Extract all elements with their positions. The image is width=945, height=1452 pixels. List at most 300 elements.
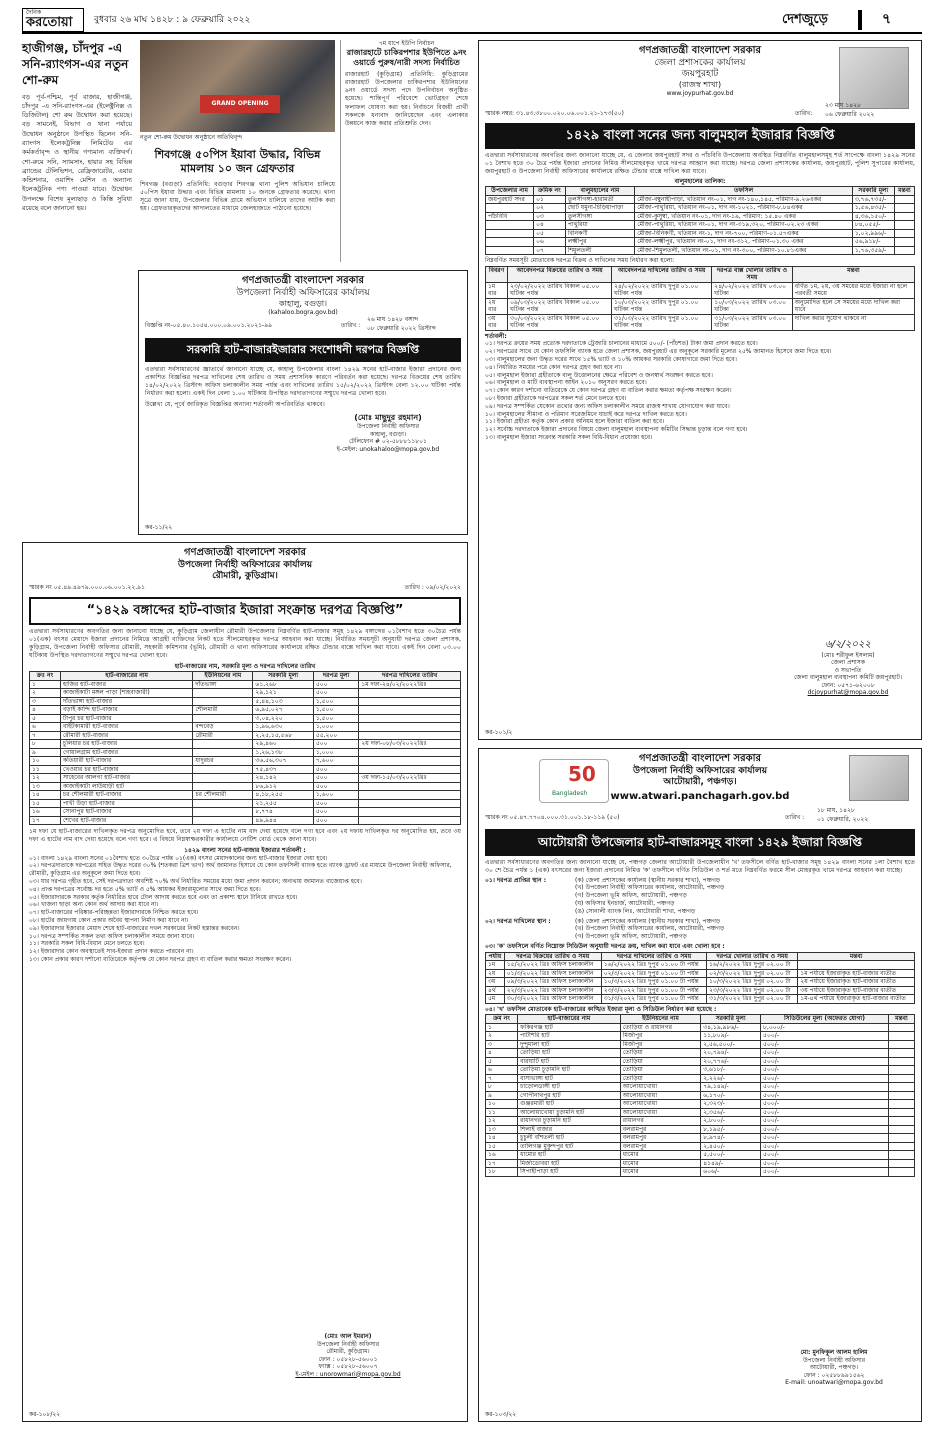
rowmari-note: ১ম দফা যে হাট-বাজারের দাখিলকৃত দরপত্র অনুমোদিত হবে, তবে ২য় দফা এ হাটের নাম বাদ দেয়া হয়েছে বলে গণ্য হবে এবং ২য় দফায় দাখিলকৃত দর অনুমোদিত হয়, তবে ৩য় দফা এ হাটের নাম বাদ দেয়া হয়েছে বলে গণ্য হবে। এ বিষয়ে নিম্নস্বাক্ষরকারীর কার্যালয়ে নোটিশ বোর্ড থেকে জানা যাবে।: [29, 828, 461, 844]
table-row: [486, 246, 915, 255]
atwari-web[interactable]: www.atwari.panchagarh.gov.bd: [610, 791, 790, 802]
table-cell: যাদুরচর: [193, 757, 253, 766]
atwari-memo: স্মারক নং ০৫.৪৭.৭৭০৪.০০০.৩১.০০১.১৮-১১৯ (৫০): [485, 813, 620, 821]
table-cell: গুঞ্জরমারী হাট: [518, 1100, 621, 1109]
table-cell: ৩য় পর্যায়ে ইজারাকৃত হাট-বাজার ব্যতীত: [798, 986, 915, 995]
table-cell: ৫০০/-: [761, 1151, 889, 1160]
table-row: [486, 314, 915, 330]
table-cell: [888, 1023, 914, 1032]
atwari-list-title: ০৪। 'খ' তফসিল মোতাবেক হাট-বাজারের কাঙ্খিত ইজারা মূল্য ও সিডিউল নির্ধারণ করা হয়েছে :: [485, 1005, 717, 1013]
table-row: [486, 238, 915, 247]
table-cell: ৩: [30, 697, 61, 706]
table-cell: [359, 731, 461, 740]
table-cell: ১,০০০: [313, 723, 359, 732]
table-header-cell: ইউনিয়নের নাম: [620, 1015, 700, 1024]
news-shibganj-headline[interactable]: শিবগঞ্জে ৫০পিস ইয়াবা উদ্ধার, বিভিন্ন মামলায় ১০ জন গ্রেফতার: [154, 148, 321, 176]
kahaloo-banner: সরকারি হাট-বাজারইজারার সংশোধনী দরপত্র বিজ্ঞপ্তি: [145, 338, 461, 362]
list-item: (খ) উপজেলা নির্বাহী অফিসারের কার্যালয়, আটোয়ারী, পঞ্চগড়: [575, 884, 725, 892]
joypurhat-signer-role2: ও সভাপতি: [834, 666, 862, 674]
joypurhat-signer: (মোঃ শরীফুল ইসলাম): [821, 651, 875, 659]
logo-top-text: দৈনিক: [26, 9, 42, 16]
table-cell: পাঁচবিবি: [486, 212, 534, 221]
table-cell: লক্ষ্মীপুর: [565, 238, 634, 247]
table-header-cell: মন্তব্য: [894, 187, 914, 196]
table-cell: ৩০/৩/২০২২ খ্রিঃ অফিস চলাকালীন: [504, 995, 601, 1004]
table-cell: ০৭: [534, 246, 566, 255]
list-item: ১২। সর্বোচ্চ দরদাতাকে ইজারা প্রদানের বিষয়ে জেলা বালুমহাল ব্যবস্থাপনা কমিটির সিদ্ধান্ত চূড়ান্ত বলে গণ্য হবে।: [485, 426, 748, 434]
table-cell: শিমুলতলী: [565, 246, 634, 255]
list-item: ০৯। দরপত্র সম্পর্কিত যেকোন তথ্যের জন্য অফিস চলাকালীন সময়ে রাজস্ব শাখায় যোগাযোগ করা যাবে।: [485, 402, 730, 410]
table-cell: ১৫/২/২০২২ খ্রিঃ অফিস চলাকালীন: [504, 961, 601, 970]
table-cell: ৩৪,১৯,৯৮৬/-: [701, 1023, 761, 1032]
table-cell: ১৬/২/২০২২ খ্রিঃ দুপুর ০২.০০ টা: [707, 961, 798, 970]
table-row: [486, 1091, 915, 1100]
table-cell: ৩০/০৩/২০২২ তারিখ বিকাল ০৫.০০ ঘটিকা পর্যন্ত: [508, 314, 612, 330]
atwari-phone: ফোন : ০২৫৮৮৯৯১৫৬২: [803, 1371, 865, 1379]
joypurhat-banner: ১৪২৯ বাংলা সনের জন্য বালুমহাল ইজারার বিজ্ঞপ্তি: [485, 123, 915, 149]
list-item: (ঙ) সোনালী ব্যাংক লিঃ, আটোয়ারী শাখা, পঞ্চগড়: [575, 907, 696, 915]
table-cell: ২১,২৫৫: [253, 799, 313, 808]
table-cell: [888, 1151, 914, 1160]
table-header-cell: দরপত্র মূল্য: [313, 672, 359, 681]
table-row: [486, 978, 915, 987]
table-row: [486, 961, 915, 970]
table-cell: পাটশিরি হাট: [518, 1032, 621, 1041]
table-row: [30, 799, 461, 808]
table-row: [486, 1023, 915, 1032]
table-cell: ৪৯,৯৪৪: [253, 816, 313, 825]
table-cell: [888, 1142, 914, 1151]
table-cell: বলরামপুর: [620, 1125, 700, 1134]
table-cell: ২,২৫,১৫,৫৬৮: [253, 731, 313, 740]
kahaloo-gov: গণপ্রজাতন্ত্রী বাংলাদেশ সরকার: [242, 275, 364, 286]
table-cell: ৫৫,২০০: [313, 731, 359, 740]
table-cell: [888, 1091, 914, 1100]
joypurhat-district: জয়পুরহাট: [681, 68, 719, 79]
table-cell: [359, 765, 461, 774]
table-cell: খেওয়ার চর হাট-বাজার: [60, 765, 192, 774]
table-cell: ১: [30, 680, 61, 689]
table-cell: [888, 1125, 914, 1134]
list-item: (গ) উপজেলা ভূমি অফিস, আটোয়ারী, পঞ্চগড়: [575, 892, 687, 900]
table-header-cell: ক্রঃ নং: [30, 672, 61, 681]
table-cell: ৫০০: [313, 765, 359, 774]
table-cell: ছোট যমুনা-চিড়িয়াপাড়া: [565, 204, 634, 213]
table-row: [30, 782, 461, 791]
table-cell: ২৯,৪৬০: [253, 740, 313, 749]
kahaloo-place: কাহালু, বগুড়া।: [279, 298, 327, 308]
table-cell: ১ম-৪র্থ পর্যায়ে ইজারাকৃত হাট-বাজার ব্যতীত: [798, 995, 915, 1004]
news-shibganj-body: শিবগঞ্জ (বগুড়া) প্রতিনিধি: বগুড়ার শিবগঞ্জ থানা পুলিশ অভিযান চালিয়ে ৫০পিস ইয়াবা উদ্ধার এবং বিভিন্ন মামলায় ১০ জনকে গ্রেফতার করেছে। থানা সূত্রে জানা যায়, উপজেলার বিভিন্ন গ্রামে অভিযান চালিয়ে তাদের আটক করা হয়। গ্রেফতারকৃতদের আদালতের মাধ্যমে জেলহাজতে পাঠানো হয়েছে।: [140, 180, 335, 212]
newspaper-logo: [22, 8, 84, 32]
joypurhat-email[interactable]: dcjoypurhat@mopa.gov.bd: [807, 689, 889, 696]
table-header-cell: সরকারি মূল্য: [253, 672, 313, 681]
table-cell: ৫০০/-: [761, 1142, 889, 1151]
table-cell: ১,৯৬,৬৩০: [253, 723, 313, 732]
table-cell: [486, 246, 534, 255]
list-item: ০১। বাংলা ১৪২৯ বাংলা সনের ০১বৈশাখ হতে ৩০চৈত্র পর্যন্ত ০১(এক) বৎসর মেয়াদকালের জন্য হাট-বাজার ইজারা দেয়া হবে।: [29, 854, 328, 862]
table-cell: ২,৪৫০/-: [701, 1142, 761, 1151]
table-cell: চর শৌলমারী: [193, 791, 253, 800]
table-row: [486, 986, 915, 995]
list-item: (ঘ) অফিসার ইনচার্জ, আটোয়ারী, পঞ্চগড়: [575, 900, 675, 908]
table-cell: পাখী উড়া হাট-বাজার: [60, 799, 192, 808]
table-cell: ৩,০৪,২২০: [253, 714, 313, 723]
table-header-cell: বালুমহালের নাম: [565, 187, 634, 196]
table-row: [486, 298, 915, 314]
table-cell: ৫০০/-: [761, 1134, 889, 1143]
rowmari-date: তারিখ : ০৯/০২/২০২২: [404, 584, 461, 591]
table-row: [30, 765, 461, 774]
kahaloo-notice: [138, 270, 468, 535]
table-cell: ০২/৩/২০২২ খ্রিঃ দুপুর ০১.০০ টা পর্যন্ত: [601, 969, 706, 978]
table-cell: [193, 765, 253, 774]
table-cell: ৮,৯৭৪/-: [701, 1134, 761, 1143]
table-cell: [888, 1032, 914, 1041]
table-cell: তোড়িয়া: [620, 1066, 700, 1075]
list-item: ১০। দরপত্র সম্পর্কিত সকল তথ্য অফিস চলাকালীন সময়ে জানা যাবে।: [29, 932, 195, 940]
table-cell: মির্জাডোবরা হাট: [518, 1159, 621, 1168]
table-cell: ১,৫০০: [313, 697, 359, 706]
table-row: [486, 1125, 915, 1134]
section-name: দেশজুড়ে: [782, 12, 828, 27]
kahaloo-date-label: তারিখ :: [341, 322, 361, 330]
atwari-place: আটোয়ারী, পঞ্চগড়।: [663, 776, 737, 787]
table-cell: বিনিকর্ণী: [565, 229, 634, 238]
table-row: [30, 757, 461, 766]
table-cell: রাধানগর চুড়ামনি হাট: [518, 1117, 621, 1126]
table-cell: [894, 195, 914, 204]
table-cell: ২: [30, 689, 61, 698]
table-cell: বড়াই কান্দি হাট-বাজার: [60, 706, 192, 715]
table-cell: তোড়িয়া: [620, 1074, 700, 1083]
issue-date: বুধবার ২৬ মাঘ ১৪২৮ : ৯ ফেব্রুয়ারি ২০২২: [94, 15, 251, 25]
table-header-cell: সিডিউলের মূল্য (অফেরত যোগ্য): [761, 1015, 889, 1024]
table-cell: চর শৌলমারী হাট-বাজার: [60, 791, 192, 800]
table-cell: ১৪: [30, 791, 61, 800]
rowmari-terms-title: ১৪২৯ বাংলা সনের হাট-বাজার ইজারার শর্তাবলী :: [184, 847, 306, 855]
table-cell: ৮৪,০৫৫/-: [852, 221, 894, 230]
table-cell: ৫০০: [313, 774, 359, 783]
news-rajarhat: [340, 40, 468, 262]
table-cell: ৫০০/-: [761, 1168, 889, 1177]
table-cell: ১০: [486, 1100, 518, 1109]
list-item: ১১। ইজারা গ্রহীতা কর্তৃক কোন প্রকার অনিয়ম হলে ইজারা বাতিল করা হবে।: [485, 418, 665, 426]
table-cell: ২৩/৩/২০২২ খ্রিঃ দুপুর ০১.০০ টা পর্যন্ত: [601, 986, 706, 995]
table-cell: [888, 1134, 914, 1143]
table-cell: মির্জাপুর: [620, 1040, 700, 1049]
table-row: [486, 1040, 915, 1049]
table-cell: অনুমোদিত হলে সে সময়ের মধ্যে দাখিল করা যাবে: [792, 298, 914, 314]
table-cell: মৌজা-কুসুম্বা, খতিয়ান নং-০১, দাগ নং-১৯, পরিমাণ: ১৫.৪০ একর: [635, 212, 853, 221]
table-cell: কতিয়ারী হাট-বাজার: [60, 757, 192, 766]
table-cell: ১০/৩/২০২২ খ্রিঃ দুপুর ০২.০০ টা: [707, 978, 798, 987]
table-cell: ৫,৫০০/-: [701, 1151, 761, 1160]
table-cell: ৫০০: [313, 740, 359, 749]
table-header-cell: ক্রম নং: [486, 1015, 518, 1024]
joypurhat-signer-role: জেলা প্রশাসক: [831, 659, 865, 666]
kahaloo-email[interactable]: ই-মেইল: unokahaloo@mopa.gov.bd: [336, 445, 440, 453]
table-row: [486, 212, 915, 221]
table-row: [486, 195, 915, 204]
table-cell: [894, 246, 914, 255]
list-item: ০৯। ইজারাদার ইজারার মেয়াদ শেষে হাট-বাজারের দখল সরকারের নিকট হস্তান্তর করবেন।: [29, 924, 240, 932]
rowmari-notice: [22, 542, 468, 1422]
table-cell: ২৪/০২/২০২২ তারিখ দুপুর ০১.০০ ঘটিকা পর্যন্ত: [612, 282, 712, 298]
list-item: ১২। ইজারাদার কোন অবস্থাতেই সাব-ইজারা প্রদান করতে পারবেন না।: [29, 948, 194, 956]
table-cell: ৩৬,৫৬,৩০৭: [253, 757, 313, 766]
table-cell: ৫০০/-: [761, 1074, 889, 1083]
atwari-email[interactable]: E-mail: unoatwari@mopa.gov.bd: [785, 1379, 883, 1386]
table-cell: [359, 808, 461, 817]
table-header-cell: দরপত্র দাখিলের তারিখ ও সময়: [601, 952, 706, 961]
kahaloo-phone: টেলিফোন # ০২-৫৮৮৮১১৮০১: [349, 438, 427, 446]
kahaloo-note: উল্লেখ্য যে, পূর্বে জারিকৃত বিজ্ঞপ্তির অন্যান্য শর্তাবলী অপরিবর্তিত থাকবে।: [145, 401, 325, 409]
list-item: ০৮। হাটের জায়গায় কোন প্রকার অবৈধ স্থাপনা নির্মাণ করা যাবে না।: [29, 917, 189, 924]
table-cell: দাঁতভাঙ্গা হাট-বাজার: [60, 697, 192, 706]
table-cell: ৫০০: [313, 782, 359, 791]
table-row: [30, 731, 461, 740]
table-cell: টাপুর চর হাট-বাজার: [60, 714, 192, 723]
table-cell: [888, 1074, 914, 1083]
table-cell: তোড়িয়া চুড়ামনি হাট: [518, 1066, 621, 1075]
table-cell: ৪: [486, 1049, 518, 1058]
table-cell: ১২: [30, 774, 61, 783]
atwari-signer-role: উপজেলা নির্বাহী অফিসার: [802, 1356, 866, 1364]
table-cell: মৌজা-লক্ষ্মীপুর, খতিয়ান নং-০১, দাগ নং-৩১২, পরিমাণ-০১.৩০ একর: [635, 238, 853, 247]
table-cell: ৩১/৩/২০২২ খ্রিঃ দুপুর ০১.০০ টা পর্যন্ত: [601, 995, 706, 1004]
table-row: [30, 808, 461, 817]
table-cell: ৮: [486, 1083, 518, 1092]
joypurhat-date1: ২৩ মাঘ ১৪২৮: [825, 101, 861, 109]
news-showroom: [22, 40, 132, 490]
list-item: ১১। সরকারি সকল বিধি-বিধান মেনে চলতে হবে।: [29, 940, 145, 948]
table-cell: ২য় পর্যায়ে ইজারাকৃত হাট-বাজার ব্যতীত: [798, 978, 915, 987]
list-item: ০৬। খাজনা ছাড়া অন্য কোন অর্থ আদায় করা যাবে না।: [29, 901, 159, 909]
table-cell: তোড়িয়া: [620, 1049, 700, 1058]
table-cell: ৭৯,১৪৯/-: [701, 1083, 761, 1092]
rowmari-memo: স্মারক নং ০৫.৪৯.৪৯৭৯.০০০.০৬.০০১.২২.৯১: [29, 584, 145, 591]
kahaloo-web[interactable]: (kahaloo.bogra.gov.bd): [268, 308, 338, 316]
table-cell: ২: [486, 1032, 518, 1041]
table-cell: বলরামপুর: [620, 1134, 700, 1143]
table-cell: ০১: [534, 195, 566, 204]
table-cell: ৫০০/-: [761, 1091, 889, 1100]
table-row: [30, 791, 461, 800]
table-cell: ৩য় দফা-১৫/০৩/২০২২খ্রিঃ: [359, 774, 461, 783]
table-cell: দাঁতভাঙ্গা: [193, 680, 253, 689]
joypurhat-schedule-table: [485, 266, 915, 331]
table-cell: ১৭: [30, 816, 61, 825]
joypurhat-table-title: বালুমহালের তালিকা:: [674, 177, 726, 185]
joypurhat-terms: [485, 340, 915, 441]
table-cell: গোপীনাথপুর হাট: [518, 1091, 621, 1100]
table-cell: [888, 1100, 914, 1109]
badge-number: 50: [568, 762, 596, 786]
table-cell: [359, 757, 461, 766]
table-header-cell: আবেদনপত্র বিক্রয়ের তারিখ ও সময়: [508, 266, 612, 282]
list-item: ০৪। নির্ধারিত সময়ের পরে কোন দরপত্র গ্রহণ করা হবে না।: [485, 363, 623, 371]
kahaloo-office: উপজেলা নির্বাহী অফিসারের কার্যালয়: [236, 287, 370, 298]
table-cell: ১০/০৩/২০২২ তারিখ ০৩.০০ ঘটিকা: [712, 298, 792, 314]
list-item: ০৩। বালুমহালের জন্য উদ্ধৃত দরের সাথে ১৫% ভ্যাট ও ১০% আয়কর সরকারি কোষাগারে জমা দিতে হবে।: [485, 356, 737, 364]
joypurhat-schedule-title: নিম্নবর্ণিত সময়সূচী মোতাবেক দরপত্র বিক্রয় ও দাখিলের সময় নির্ধারণ করা হলো:: [485, 257, 675, 265]
table-cell: কাজাইকাটা মঙ্গল পাড়া (শাহবাজারী): [60, 689, 192, 698]
table-cell: ৩১/০৩/২০২২ তারিখ দুপুর ০১.০০ ঘটিকা পর্যন্ত: [612, 314, 712, 330]
table-header-cell: উপজেলার নাম: [486, 187, 534, 196]
table-cell: ১ম বার: [486, 282, 508, 298]
table-cell: তালিগঞ্জ মুকুন্দপুর হাট: [518, 1142, 621, 1151]
table-cell: শেখের হাট-বাজার: [60, 816, 192, 825]
table-cell: ১১,৮০৯/-: [701, 1032, 761, 1041]
table-cell: [359, 697, 461, 706]
table-cell: ০৩: [534, 212, 566, 221]
list-item: ০৬। বালুমহাল ও মাটি ব্যবস্থাপনা আইন ২০১০ অনুসরণ করতে হবে।: [485, 379, 647, 387]
bangladesh-50-badge: [539, 759, 609, 803]
table-cell: বলরামপুর: [620, 1142, 700, 1151]
table-header-cell: মন্তব্য: [888, 1015, 914, 1024]
table-cell: ৮,৭৭৪: [253, 808, 313, 817]
list-item: (খ) উপজেলা নির্বাহী অফিসারের কার্যালয়, আটোয়ারী, পঞ্চগড়: [575, 925, 725, 933]
atwari-signer-place: আটোয়ারী, পঞ্চগড়।: [809, 1364, 859, 1371]
rowmari-gov: গণপ্রজাতন্ত্রী বাংলাদেশ সরকার: [184, 547, 306, 558]
joypurhat-gov: গণপ্রজাতন্ত্রী বাংলাদেশ সরকার: [639, 45, 761, 56]
table-cell: [359, 689, 461, 698]
table-cell: ৬,৯৫,০২৭: [253, 706, 313, 715]
table-cell: [359, 706, 461, 715]
table-cell: সোনাপুর হাট-বাজার: [60, 808, 192, 817]
table-cell: [894, 229, 914, 238]
table-cell: [888, 1159, 914, 1168]
table-cell: ৫০০/-: [761, 1108, 889, 1117]
table-cell: চাড়োলডাঙ্গী হাট: [518, 1083, 621, 1092]
atwari-date1: ১৮ মাঘ, ১৪২৮: [817, 806, 855, 814]
table-row: [30, 740, 461, 749]
table-cell: ৫০০/-: [761, 1125, 889, 1134]
table-cell: ২য়: [486, 969, 505, 978]
kahaloo-signer: (মোঃ মাছুদুর রহমান): [354, 413, 422, 423]
joypurhat-notice: [478, 40, 922, 740]
table-row: [486, 1074, 915, 1083]
table-cell: ১,৭৬,৩৫৯/-: [852, 246, 894, 255]
table-cell: ২০,৭৭৬/-: [701, 1057, 761, 1066]
table-cell: ১ম পর্যায়ে ইজারাকৃত হাট-বাজার ব্যতীত: [798, 969, 915, 978]
table-cell: ৬: [30, 723, 61, 732]
atwari-banner: আটোয়ারী উপজেলার হাট-বাজারসমূহ বাংলা ১৪২৯ ইজারা বিজ্ঞপ্তি: [485, 829, 915, 856]
table-cell: ১,২৬,১৩৮: [253, 748, 313, 757]
table-cell: [888, 1057, 914, 1066]
table-row: [486, 1066, 915, 1075]
table-row: [486, 969, 915, 978]
table-cell: [486, 221, 534, 230]
rowmari-office: উপজেলা নির্বাহী অফিসারের কার্যালয়: [177, 559, 313, 570]
table-row: [486, 1108, 915, 1117]
table-cell: [888, 1049, 914, 1058]
table-header-cell: দরপত্র বিক্রয়ের তারিখ ও সময়: [504, 952, 601, 961]
table-cell: ২,৮০০/-: [701, 1117, 761, 1126]
list-item: ১৩। বালুমহাল ইজারা সংক্রান্ত সরকারি সকল বিধি-বিধান প্রযোজ্য হবে।: [485, 434, 653, 441]
table-cell: ৩য়: [486, 978, 505, 987]
table-cell: ২য় বার: [486, 298, 508, 314]
table-cell: ৫০০: [313, 689, 359, 698]
table-cell: ৯: [30, 748, 61, 757]
table-row: [486, 1100, 915, 1109]
table-cell: [359, 723, 461, 732]
table-cell: ৬১,২৬৮: [253, 680, 313, 689]
table-cell: বাসাভাঙ্গা হাট: [518, 1074, 621, 1083]
table-cell: [486, 238, 534, 247]
rowmari-email[interactable]: ই-মেইল : unorowmari@mopa.gov.bd: [295, 1370, 401, 1378]
joypurhat-branch: (রাজস্ব শাখা): [678, 80, 722, 89]
rowmari-terms: [29, 855, 461, 964]
table-cell: ৭,৬০০: [313, 757, 359, 766]
atwari-signer: মো: মুনফিকুল আলম হালিম: [800, 1349, 868, 1356]
table-cell: ৪: [30, 706, 61, 715]
list-item: ০৭। কোন কারণ দর্শানো ব্যতিরেকে যে কোন দরপত্র গ্রহণ বা বাতিল করার ক্ষমতা কর্তৃপক্ষ সংরক্ষণ করেন।: [485, 387, 732, 395]
table-cell: ৩,৭৬,৭৩৫/-: [852, 195, 894, 204]
table-cell: মৌজা-পাথুরিয়া, খতিয়ান নং-০১, দাগ নং-৩১৯,৩২০, পরিমাণ-০২.২৩ একর: [635, 221, 853, 230]
table-cell: [359, 714, 461, 723]
table-row: [486, 1134, 915, 1143]
list-item: (গ) উপজেলা ভূমি অফিস, আটোয়ারী, পঞ্চগড়: [575, 933, 687, 941]
joypurhat-signer-committee: জেলা বালুমহাল ব্যবস্থাপনা কমিটি জয়পুরহাট।: [793, 674, 903, 681]
table-row: [486, 995, 915, 1004]
rowmari-signer-place: রৌমারী, কুড়িগ্রাম।: [326, 1348, 370, 1355]
table-cell: ১৩: [30, 782, 61, 791]
table-row: [30, 680, 461, 689]
table-cell: [894, 204, 914, 213]
table-cell: ৮: [30, 740, 61, 749]
rowmari-banner: “১৪২৯ বঙ্গাব্দের হাট-বাজার ইজারা সংক্রান্ত দরপত্র বিজ্ঞপ্তি”: [29, 597, 461, 625]
list-item: ০২। দরপত্রের সাথে যে কোন তফসিলি ব্যাংক হতে জেলা প্রশাসক, জয়পুরহাট এর অনুকূলে সরকারি মূল্যের ২৫% জামানত হিসেবে জমা দিতে হবে।: [485, 348, 832, 356]
table-header-cell: সরকারি মূল্য: [852, 187, 894, 196]
table-cell: [193, 689, 253, 698]
table-cell: ১: [486, 1023, 518, 1032]
atwari-buy-title: ০১। দরপত্র প্রাপ্তির স্থান :: [485, 876, 547, 884]
table-cell: ১১: [30, 765, 61, 774]
atwari-date2: ০১ ফেব্রুয়ারি, ২০২২: [817, 815, 869, 823]
atwari-date-label: তারিখ :: [785, 813, 805, 821]
table-header-cell: তফসিল: [635, 187, 853, 196]
table-cell: ৫০০: [313, 680, 359, 689]
table-cell: কাজাইকাটা লাউয়াড়ী হাট: [60, 782, 192, 791]
table-cell: বর্ণিত ১ম, ২য়, ৩য় সময়ের মধ্যে ইজারা না হলে পরবর্তী সময়ে: [792, 282, 914, 298]
table-cell: ৬: [486, 1066, 518, 1075]
table-cell: [359, 799, 461, 808]
table-cell: ৪,৩৬,১৫০/-: [852, 212, 894, 221]
table-cell: হাজির হাট-বাজার: [60, 680, 192, 689]
table-cell: ১২: [486, 1117, 518, 1126]
table-cell: ১৩: [486, 1125, 518, 1134]
table-cell: ০৯/৩/২০২২ খ্রিঃ অফিস চলাকালীন: [504, 978, 601, 987]
news-showroom-headline[interactable]: হাজীগঞ্জ, চাঁদপুর -এ সনি-র‍্যাংগস-এর নতুন শো-রুম: [22, 41, 129, 88]
table-cell: [193, 714, 253, 723]
rowmari-hat-table: [29, 671, 461, 825]
table-cell: [193, 774, 253, 783]
table-cell: ১৮: [486, 1168, 518, 1177]
joypurhat-date2: ০৬ ফেব্রুয়ারি ২০২২: [825, 110, 875, 118]
table-cell: বারঘাটি হাট: [518, 1057, 621, 1066]
table-cell: ১,৫০০: [313, 714, 359, 723]
list-item: ০২। দরপত্রদাতাকে দরপত্রের সহিত উদ্ধৃত দরের ৩০% (শতকরা ত্রিশ ভাগ) অর্থ জামানত হিসাবে যে কোন তফসিলী ব্যাংক হতে ব্যাংক ড্রাফট এর মাধ্যমে উপজেলা নির্বাহী অফিসার, রৌমারী, কুড়িগ্রাম এর অনুকূলে জমা দিতে হবে।: [29, 862, 452, 878]
news-rajarhat-kicker: ৭ম ধাপে ইউপি নির্বাচন: [378, 40, 435, 47]
atwari-schedule-table: [485, 952, 915, 1004]
rowmari-signer-role: উপজেলা নির্বাহী অফিসার: [316, 1340, 380, 1348]
list-item: ০৫। ইজারাদারকে সরকার কর্তৃক নির্ধারিত হারে টোল আদায় করতে হবে এবং তা প্রকাশ্য স্থানে টানিয়ে রাখতে হবে।: [29, 893, 298, 901]
joypurhat-web[interactable]: www.joypurhat.gov.bd: [666, 90, 734, 97]
news-rajarhat-headline[interactable]: রাজারহাটে চাকিরপশার ইউপিতে ৯নং ওয়ার্ডে পুরুষ/নারী সদস্য নির্বাচিত: [346, 47, 467, 67]
kahaloo-body: এতদ্বারা সর্বসাধারণের জ্ঞাতার্থে জানানো যাচ্ছে যে, কাহালু উপজেলার বাংলা ১৪২৯ সনের হাট-বাজার ইজারা প্রদানের জন্য প্রকাশিত বিজ্ঞপ্তির দরপত্র দাখিলের শেষ তারিখ ও সময় প্রশাসনিক কারণে পরিবর্তন করা হয়েছে। দরপত্র বিক্রয়ের শেষ তারিখ ১৪/০২/২০২২ খ্রিস্টাব্দ অফিস চলাকালীন সময় পর্যন্ত এবং দাখিলের তারিখ ১৫/০২/২০২২ খ্রিস্টাব্দ বেলা ১২.০০ ঘটিকা পর্যন্ত নির্ধারণ করা হলো। একই দিন বেলা ১.০০ ঘটিকায় উপস্থিত দরদাতাগণের সম্মুখে দরপত্র খোলা হবে।: [145, 366, 461, 398]
